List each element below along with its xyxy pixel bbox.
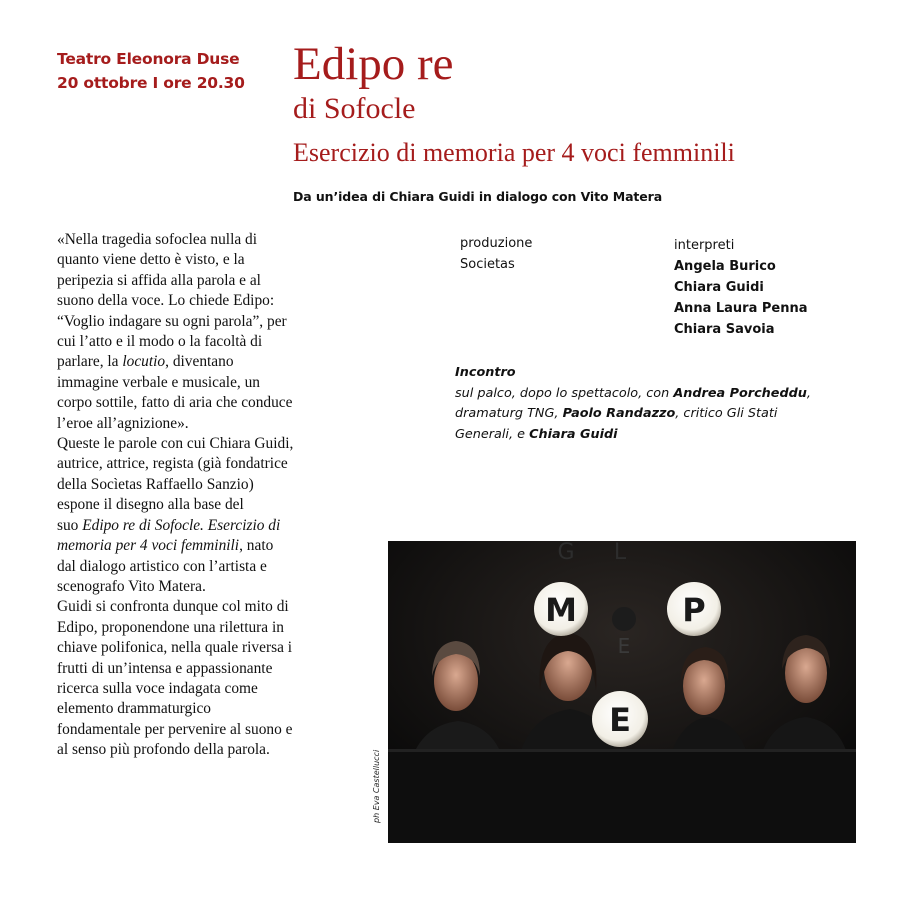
meeting-title-text: Incontro	[455, 365, 516, 380]
svg-text:G: G	[557, 541, 575, 565]
performer-name: Chiara Savoia	[674, 322, 775, 337]
show-author: di Sofocle	[293, 92, 416, 125]
idea-line: Da un’idea di Chiara Guidi in dialogo con Vito Matera	[293, 189, 663, 204]
body-line: peripezia si affida alla parola e al	[57, 271, 261, 289]
meeting-block	[455, 363, 845, 445]
performer-name: Anna Laura Penna	[674, 301, 808, 316]
body-line: cui l’atto e il modo o la facoltà di	[57, 333, 263, 351]
meeting-line	[455, 384, 845, 405]
meeting-guest: Chiara Guidi	[529, 426, 618, 442]
performers-label: interpreti	[674, 238, 735, 253]
body-line: «Nella tragedia sofoclea nulla di	[57, 231, 257, 248]
body-line: Guidi si confronta dunque col mito di	[57, 598, 289, 616]
production-block	[460, 233, 532, 275]
body-fragment: , nato	[239, 537, 274, 555]
body-line: immagine verbale e musicale, un	[57, 373, 260, 391]
body-italic: Edipo re di Sofocle. Esercizio di	[82, 516, 281, 534]
body-line: Edipo, proponendone una rilettura in	[57, 618, 284, 636]
body-line: autrice, attrice, regista (già fondatrice	[57, 455, 288, 473]
meeting-fragment: Generali, e	[455, 426, 530, 442]
letter-bulb: E	[609, 701, 631, 739]
body-italic: locutio	[122, 353, 166, 371]
body-line: suono della voce. Lo chiede Edipo:	[57, 292, 275, 310]
body-line: fondamentale per pervenire al suono e	[57, 720, 293, 738]
body-fragment: parlare, la	[57, 353, 123, 371]
performer-name: Chiara Guidi	[674, 280, 764, 295]
stage-photo	[388, 541, 856, 843]
body-line	[57, 536, 339, 556]
body-line: frutti di un’intensa e appassionante	[57, 659, 273, 677]
meeting-guest: Andrea Porcheddu	[673, 385, 807, 401]
venue-datetime: 20 ottobre I ore 20.30	[57, 74, 245, 92]
letter-bulb: M	[545, 591, 577, 629]
body-line: “Voglio indagare su ogni parola”, per	[57, 312, 287, 330]
production-label: produzione	[460, 236, 533, 251]
letter-bulb: P	[682, 591, 706, 629]
meeting-fragment: ,	[806, 385, 811, 401]
body-line: l’eroe all’agnizione».	[57, 414, 189, 432]
description-text	[57, 230, 339, 761]
photo-credit: ph Eva Castellucci	[372, 749, 381, 823]
venue-name: Teatro Eleonora Duse	[57, 50, 240, 68]
body-line: dal dialogo artistico con l’artista e	[57, 557, 267, 575]
body-line: Queste le parole con cui Chiara Guidi,	[57, 435, 294, 453]
body-italic: memoria per 4 voci femminili	[57, 537, 240, 555]
body-fragment: suo	[57, 516, 83, 534]
meeting-title	[455, 363, 845, 384]
body-fragment: , diventano	[165, 353, 234, 371]
body-line: quanto viene detto è visto, e la	[57, 251, 245, 269]
stage-photo-illustration	[388, 541, 856, 843]
meeting-line	[455, 425, 845, 446]
meeting-line	[455, 404, 845, 425]
body-line: corpo sottile, fatto di aria che conduce	[57, 394, 293, 412]
meeting-fragment: dramaturg TNG,	[455, 406, 563, 421]
svg-text:L: L	[613, 541, 627, 565]
show-subtitle: Esercizio di memoria per 4 voci femminili	[293, 138, 735, 167]
venue-info	[57, 47, 245, 95]
body-line: espone il disegno alla base del	[57, 496, 244, 514]
meeting-fragment: , critico Gli Stati	[675, 406, 778, 421]
body-line	[57, 352, 339, 372]
body-line: al senso più profondo della parola.	[57, 741, 270, 759]
body-line	[57, 516, 339, 536]
meeting-fragment: sul palco, dopo lo spettacolo, con	[455, 385, 674, 401]
body-line: della Socìetas Raffaello Sanzio)	[57, 475, 254, 493]
body-line: chiave polifonica, nella quale riversa i	[57, 639, 293, 657]
production-value: Societas	[460, 257, 515, 272]
meeting-guest: Paolo Randazzo	[562, 406, 676, 421]
body-line: ricerca sulla voce indagata come	[57, 679, 258, 697]
performer-name: Angela Burico	[674, 259, 776, 274]
body-line: scenografo Vito Matera.	[57, 577, 206, 595]
body-line: elemento drammaturgico	[57, 700, 211, 718]
performers-block	[674, 235, 808, 340]
show-title: Edipo re	[293, 38, 454, 90]
svg-text:E: E	[617, 634, 631, 658]
